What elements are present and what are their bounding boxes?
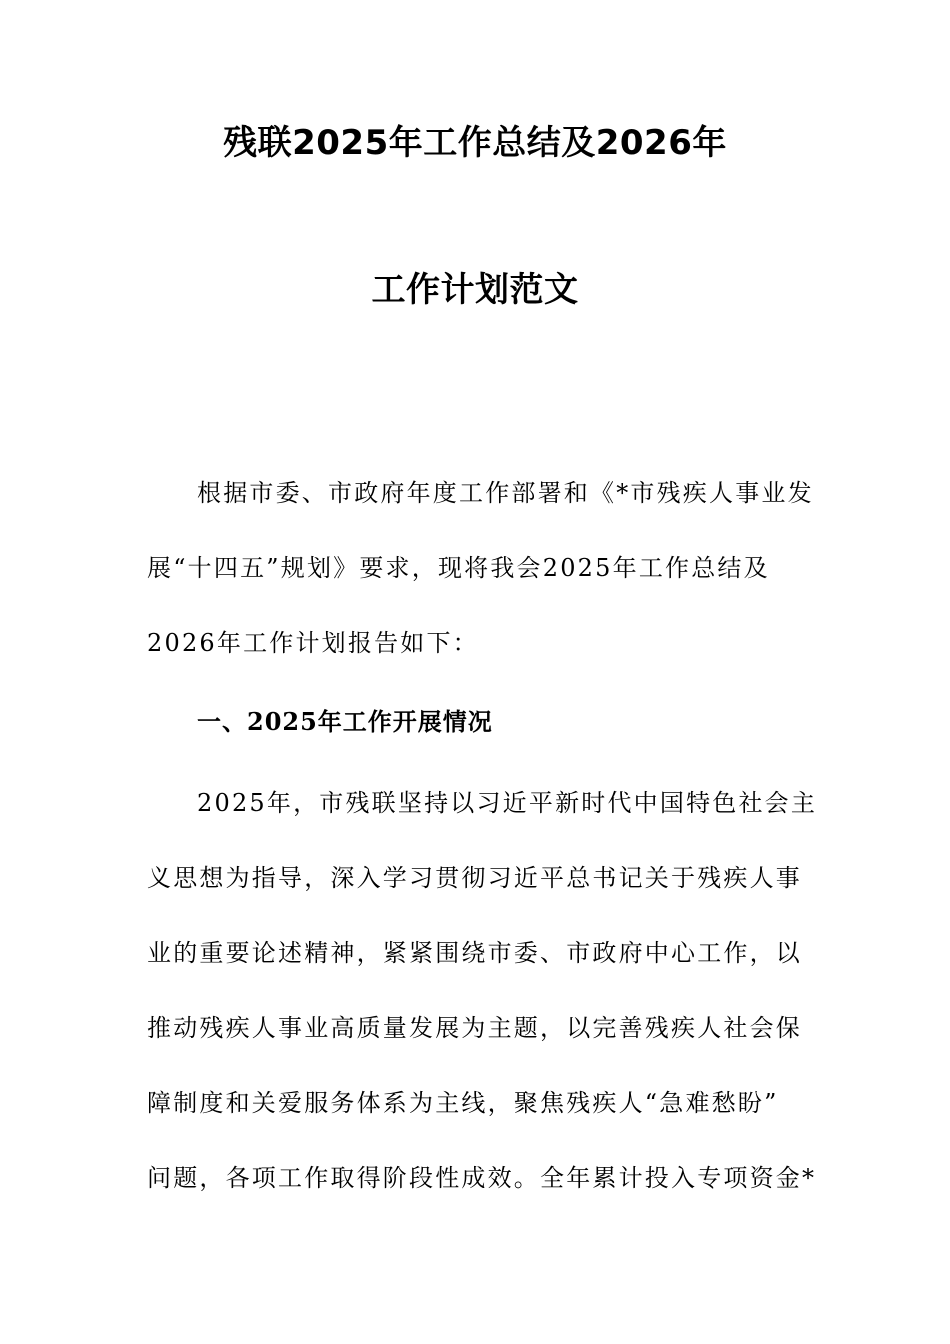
paragraph-line: 障制度和关爱服务体系为主线，聚焦残疾人“急难愁盼” <box>147 1089 779 1117</box>
intro-paragraph <box>147 456 814 681</box>
section-1-paragraph <box>147 766 818 1216</box>
paragraph-line: 推动残疾人事业高质量发展为主题，以完善残疾人社会保 <box>147 1014 802 1042</box>
section-1-heading: 一、2025年工作开展情况 <box>197 707 493 736</box>
intro-line: 根据市委、市政府年度工作部署和《*市残疾人事业发 <box>197 479 814 507</box>
intro-line: 展“十四五”规划》要求，现将我会2025年工作总结及 <box>147 554 770 582</box>
document-title-line-1: 残联2025年工作总结及2026年 <box>223 123 727 163</box>
document-title-line-2: 工作计划范文 <box>371 270 579 310</box>
paragraph-line: 义思想为指导，深入学习贯彻习近平总书记关于残疾人事 <box>147 864 802 892</box>
paragraph-line: 问题，各项工作取得阶段性成效。全年累计投入专项资金* <box>147 1164 817 1192</box>
intro-line: 2026年工作计划报告如下： <box>147 629 479 657</box>
section-heading-block <box>147 684 807 759</box>
paragraph-line: 业的重要论述精神，紧紧围绕市委、市政府中心工作，以 <box>147 939 802 967</box>
paragraph-line: 2025年，市残联坚持以习近平新时代中国特色社会主 <box>197 789 818 817</box>
